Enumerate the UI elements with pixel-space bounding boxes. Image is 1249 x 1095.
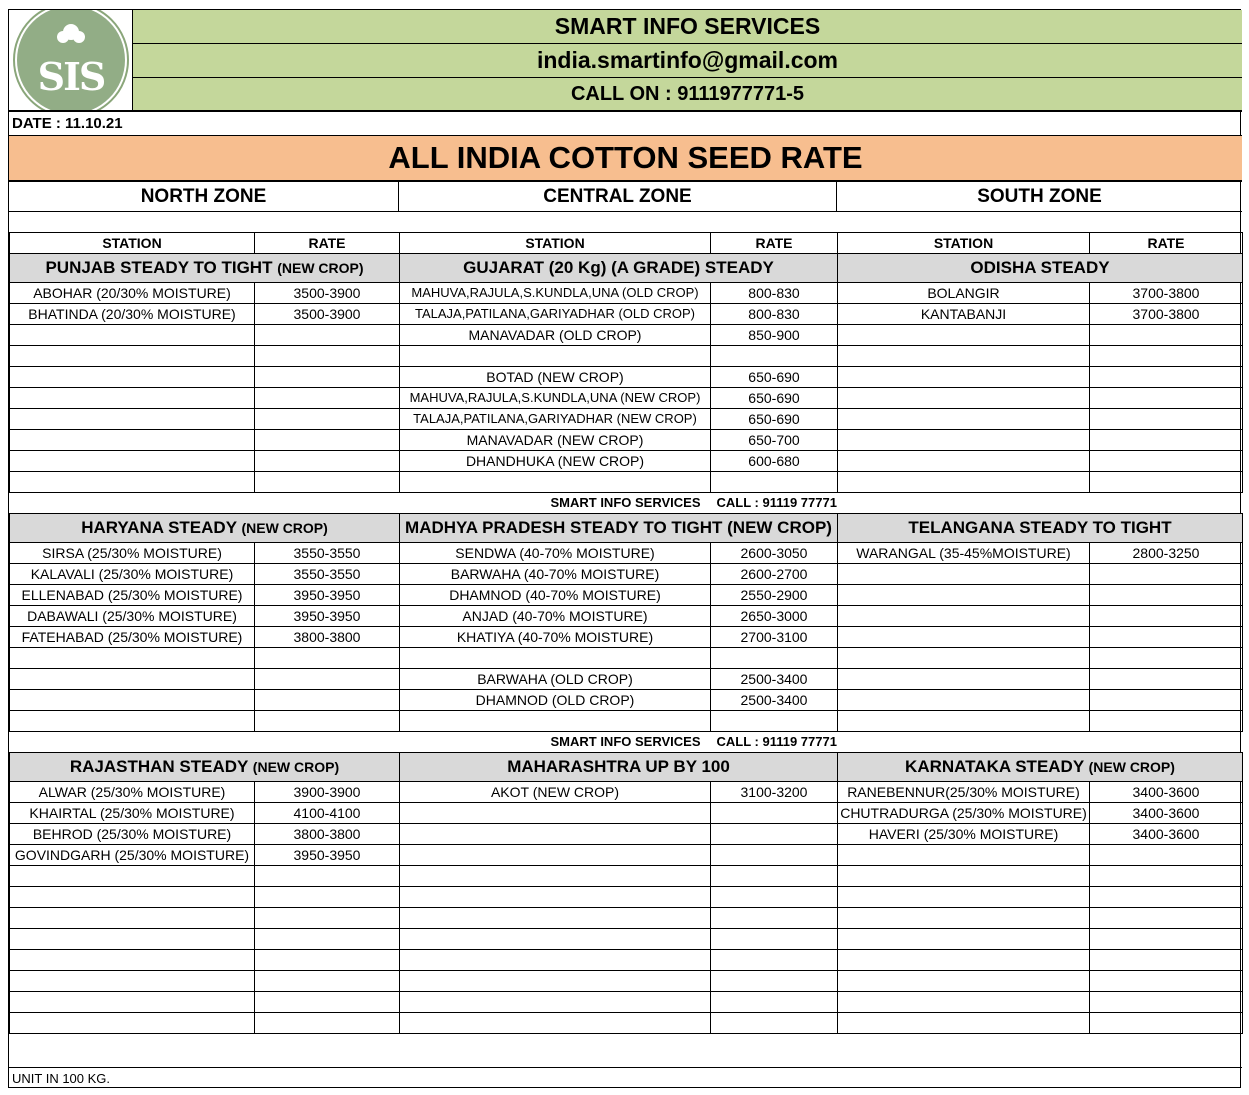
station-cell: FATEHABAD (25/30% MOISTURE)	[10, 627, 255, 648]
rate-cell	[255, 367, 400, 388]
station-cell	[838, 346, 1090, 367]
rate-cell	[255, 866, 400, 887]
rate-cell: 3700-3800	[1090, 283, 1243, 304]
table-row	[10, 585, 1243, 606]
rate-cell	[255, 648, 400, 669]
station-cell: MANAVADAR (OLD CROP)	[400, 325, 711, 346]
table-row	[10, 887, 1243, 908]
table-row	[10, 543, 1243, 564]
rate-cell	[1090, 430, 1243, 451]
rate-cell	[1090, 325, 1243, 346]
station-cell	[838, 887, 1090, 908]
table-row	[10, 283, 1243, 304]
south-rate-header: RATE	[1090, 233, 1243, 254]
section-south-heading	[838, 254, 1243, 283]
rate-cell	[1090, 648, 1243, 669]
rate-cell: 3700-3800	[1090, 304, 1243, 325]
station-cell: RANEBENNUR(25/30% MOISTURE)	[838, 782, 1090, 803]
rate-cell: 2500-3400	[711, 669, 838, 690]
rate-cell	[255, 451, 400, 472]
rate-cell	[1090, 409, 1243, 430]
rate-cell	[1090, 627, 1243, 648]
north-rate-header: RATE	[255, 233, 400, 254]
station-cell: BHATINDA (20/30% MOISTURE)	[10, 304, 255, 325]
rate-cell	[1090, 472, 1243, 493]
station-cell	[400, 887, 711, 908]
rate-cell: 3950-3950	[255, 585, 400, 606]
station-cell	[10, 908, 255, 929]
station-cell	[400, 929, 711, 950]
rate-cell: 3500-3900	[255, 283, 400, 304]
rate-cell: 3800-3800	[255, 824, 400, 845]
column-header-row	[10, 233, 1243, 254]
station-cell	[838, 627, 1090, 648]
rate-cell	[255, 472, 400, 493]
rate-cell	[711, 950, 838, 971]
report-date: DATE : 11.10.21	[9, 110, 1242, 136]
company-logo	[9, 10, 133, 110]
rate-cell: 800-830	[711, 304, 838, 325]
rate-cell	[255, 908, 400, 929]
rate-cell	[711, 929, 838, 950]
table-row	[10, 824, 1243, 845]
rate-cell: 3500-3900	[255, 304, 400, 325]
section-title: MADHYA PRADESH STEADY TO TIGHT (NEW CROP)	[405, 518, 832, 537]
station-cell	[838, 564, 1090, 585]
info-strip-call: CALL : 91119 77771	[711, 732, 1243, 753]
rate-cell: 2650-3000	[711, 606, 838, 627]
station-cell: BOLANGIR	[838, 283, 1090, 304]
section-header-row	[10, 514, 1243, 543]
table-row	[10, 367, 1243, 388]
table-row	[10, 564, 1243, 585]
rate-cell: 850-900	[711, 325, 838, 346]
page-title: ALL INDIA COTTON SEED RATE	[9, 136, 1242, 182]
rate-cell: 2550-2900	[711, 585, 838, 606]
station-cell	[10, 950, 255, 971]
rate-cell	[1090, 908, 1243, 929]
rate-cell	[711, 887, 838, 908]
station-cell	[10, 711, 255, 732]
rate-cell	[1090, 866, 1243, 887]
section-central-heading	[400, 254, 838, 283]
table-row	[10, 803, 1243, 824]
rate-cell: 3400-3600	[1090, 824, 1243, 845]
unit-note: UNIT IN 100 KG.	[9, 1067, 1242, 1089]
station-cell: AKOT (NEW CROP)	[400, 782, 711, 803]
section-header-row	[10, 254, 1243, 283]
rate-sheet	[8, 9, 1241, 1088]
station-cell: TALAJA,PATILANA,GARIYADHAR (OLD CROP)	[400, 304, 711, 325]
company-phone: CALL ON : 9111977771-5	[133, 78, 1242, 110]
rate-cell: 3950-3950	[255, 606, 400, 627]
rate-cell	[1090, 711, 1243, 732]
station-cell: DABAWALI (25/30% MOISTURE)	[10, 606, 255, 627]
rate-cell	[255, 325, 400, 346]
rate-cell	[255, 409, 400, 430]
table-row	[10, 929, 1243, 950]
rate-cell	[255, 690, 400, 711]
table-row	[10, 648, 1243, 669]
company-email[interactable]: india.smartinfo@gmail.com	[133, 44, 1242, 78]
station-cell: SENDWA (40-70% MOISTURE)	[400, 543, 711, 564]
station-cell	[400, 866, 711, 887]
section-north-heading	[10, 514, 400, 543]
station-cell: TALAJA,PATILANA,GARIYADHAR (NEW CROP)	[400, 409, 711, 430]
station-cell: MANAVADAR (NEW CROP)	[400, 430, 711, 451]
section-title: PUNJAB STEADY TO TIGHT	[45, 258, 273, 277]
station-cell	[838, 585, 1090, 606]
logo-cell	[9, 10, 133, 110]
section-subtitle: (NEW CROP)	[241, 520, 328, 536]
rate-cell	[1090, 346, 1243, 367]
station-cell	[10, 367, 255, 388]
station-cell: ALWAR (25/30% MOISTURE)	[10, 782, 255, 803]
section-title: RAJASTHAN STEADY	[69, 757, 253, 776]
rate-cell	[1090, 367, 1243, 388]
rate-cell: 2700-3100	[711, 627, 838, 648]
rate-cell	[711, 992, 838, 1013]
station-cell	[10, 1013, 255, 1034]
section-central-heading	[400, 753, 838, 782]
rate-cell	[1090, 690, 1243, 711]
rate-cell	[255, 950, 400, 971]
table-row	[10, 1013, 1243, 1034]
station-cell	[10, 669, 255, 690]
company-name: SMART INFO SERVICES	[133, 10, 1242, 44]
station-cell: BARWAHA (OLD CROP)	[400, 669, 711, 690]
section-north-heading	[10, 254, 400, 283]
station-cell: BEHROD (25/30% MOISTURE)	[10, 824, 255, 845]
rate-cell	[1090, 887, 1243, 908]
table-row	[10, 430, 1243, 451]
station-cell	[400, 824, 711, 845]
station-cell: HAVERI (25/30% MOISTURE)	[838, 824, 1090, 845]
station-cell	[838, 409, 1090, 430]
station-cell	[838, 992, 1090, 1013]
rate-cell: 3100-3200	[711, 782, 838, 803]
rate-cell	[1090, 606, 1243, 627]
station-cell	[838, 1013, 1090, 1034]
station-cell: DHAMNOD (40-70% MOISTURE)	[400, 585, 711, 606]
station-cell	[838, 971, 1090, 992]
station-cell	[400, 971, 711, 992]
station-cell	[400, 992, 711, 1013]
zone-south: SOUTH ZONE	[837, 182, 1242, 212]
station-cell	[10, 690, 255, 711]
section-title: MAHARASHTRA UP BY 100	[507, 757, 730, 776]
rate-cell	[1090, 1013, 1243, 1034]
rate-cell: 3400-3600	[1090, 803, 1243, 824]
section-central-heading	[400, 514, 838, 543]
station-cell	[10, 866, 255, 887]
info-strip-row	[10, 732, 1243, 753]
rate-cell	[255, 388, 400, 409]
station-cell: SIRSA (25/30% MOISTURE)	[10, 543, 255, 564]
north-station-header: STATION	[10, 233, 255, 254]
station-cell: DHAMNOD (OLD CROP)	[400, 690, 711, 711]
rate-cell	[1090, 929, 1243, 950]
rate-cell	[711, 845, 838, 866]
rate-cell	[255, 971, 400, 992]
table-row	[10, 690, 1243, 711]
station-cell: BOTAD (NEW CROP)	[400, 367, 711, 388]
rate-cell	[711, 1013, 838, 1034]
station-cell	[400, 803, 711, 824]
rate-cell	[711, 866, 838, 887]
station-cell	[838, 908, 1090, 929]
station-cell	[838, 845, 1090, 866]
rate-cell: 650-690	[711, 409, 838, 430]
rate-cell	[1090, 451, 1243, 472]
rate-cell	[711, 648, 838, 669]
station-cell: WARANGAL (35-45%MOISTURE)	[838, 543, 1090, 564]
station-cell: DHANDHUKA (NEW CROP)	[400, 451, 711, 472]
rate-cell	[1090, 388, 1243, 409]
rate-cell	[711, 346, 838, 367]
station-cell	[10, 451, 255, 472]
rate-cell	[255, 1013, 400, 1034]
rate-cell	[1090, 971, 1243, 992]
section-north-heading	[10, 753, 400, 782]
rate-cell	[255, 430, 400, 451]
station-cell	[838, 430, 1090, 451]
section-south-heading	[838, 514, 1243, 543]
central-rate-header: RATE	[711, 233, 838, 254]
station-cell	[10, 472, 255, 493]
table-row	[10, 711, 1243, 732]
section-title: HARYANA STEADY	[81, 518, 237, 537]
svg-text:SIS: SIS	[37, 54, 105, 99]
rate-cell: 3900-3900	[255, 782, 400, 803]
station-cell	[400, 648, 711, 669]
table-row	[10, 950, 1243, 971]
rate-cell	[255, 711, 400, 732]
zone-north: NORTH ZONE	[9, 182, 399, 212]
table-row	[10, 304, 1243, 325]
rate-table	[9, 232, 1243, 1034]
section-title: TELANGANA STEADY TO TIGHT	[908, 518, 1172, 537]
rate-cell: 650-700	[711, 430, 838, 451]
rate-cell: 3950-3950	[255, 845, 400, 866]
station-cell	[10, 992, 255, 1013]
station-cell	[10, 325, 255, 346]
table-row	[10, 866, 1243, 887]
info-strip-row	[10, 493, 1243, 514]
rate-cell: 650-690	[711, 367, 838, 388]
table-row	[10, 472, 1243, 493]
station-cell	[838, 950, 1090, 971]
rate-cell	[711, 971, 838, 992]
south-station-header: STATION	[838, 233, 1090, 254]
rate-cell	[1090, 992, 1243, 1013]
table-row	[10, 606, 1243, 627]
rate-cell: 2500-3400	[711, 690, 838, 711]
station-cell	[838, 451, 1090, 472]
table-row	[10, 845, 1243, 866]
station-cell	[838, 711, 1090, 732]
rate-cell	[1090, 585, 1243, 606]
table-row	[10, 669, 1243, 690]
table-row	[10, 409, 1243, 430]
station-cell: KHAIRTAL (25/30% MOISTURE)	[10, 803, 255, 824]
rate-cell	[1090, 845, 1243, 866]
station-cell: CHUTRADURGA (25/30% MOISTURE)	[838, 803, 1090, 824]
station-cell	[838, 866, 1090, 887]
rate-cell: 600-680	[711, 451, 838, 472]
station-cell: KALAVALI (25/30% MOISTURE)	[10, 564, 255, 585]
station-cell	[10, 971, 255, 992]
station-cell	[838, 929, 1090, 950]
rate-cell	[1090, 669, 1243, 690]
table-row	[10, 325, 1243, 346]
section-subtitle: (NEW CROP)	[277, 260, 364, 276]
rate-cell	[1090, 564, 1243, 585]
rate-cell: 4100-4100	[255, 803, 400, 824]
rate-cell	[711, 711, 838, 732]
section-title: GUJARAT (20 Kg) (A GRADE) STEADY	[463, 258, 774, 277]
station-cell: ANJAD (40-70% MOISTURE)	[400, 606, 711, 627]
station-cell	[400, 346, 711, 367]
rate-cell	[711, 908, 838, 929]
zone-central: CENTRAL ZONE	[399, 182, 837, 212]
station-cell	[400, 908, 711, 929]
rate-cell	[255, 992, 400, 1013]
station-cell	[400, 1013, 711, 1034]
rate-cell	[255, 669, 400, 690]
table-row	[10, 451, 1243, 472]
rate-cell	[1090, 950, 1243, 971]
station-cell	[400, 711, 711, 732]
section-subtitle: (NEW CROP)	[252, 759, 340, 775]
rate-cell	[255, 929, 400, 950]
rate-cell	[255, 346, 400, 367]
station-cell	[838, 669, 1090, 690]
section-south-heading	[838, 753, 1243, 782]
station-cell	[10, 887, 255, 908]
station-cell	[10, 648, 255, 669]
table-row	[10, 346, 1243, 367]
station-cell	[10, 929, 255, 950]
table-row	[10, 971, 1243, 992]
rate-cell: 650-690	[711, 388, 838, 409]
info-strip-company: SMART INFO SERVICES	[10, 493, 711, 514]
rate-cell	[711, 803, 838, 824]
table-row	[10, 908, 1243, 929]
station-cell: MAHUVA,RAJULA,S.KUNDLA,UNA (NEW CROP)	[400, 388, 711, 409]
central-station-header: STATION	[400, 233, 711, 254]
station-cell: GOVINDGARH (25/30% MOISTURE)	[10, 845, 255, 866]
station-cell	[838, 472, 1090, 493]
station-cell	[10, 346, 255, 367]
table-row	[10, 388, 1243, 409]
rate-cell: 3550-3550	[255, 564, 400, 585]
station-cell: KHATIYA (40-70% MOISTURE)	[400, 627, 711, 648]
station-cell	[838, 325, 1090, 346]
station-cell	[838, 690, 1090, 711]
section-header-row	[10, 753, 1243, 782]
rate-cell: 3550-3550	[255, 543, 400, 564]
table-row	[10, 782, 1243, 803]
rate-cell: 3800-3800	[255, 627, 400, 648]
rate-cell: 3400-3600	[1090, 782, 1243, 803]
station-cell	[10, 430, 255, 451]
station-cell: ABOHAR (20/30% MOISTURE)	[10, 283, 255, 304]
station-cell	[838, 367, 1090, 388]
station-cell	[838, 648, 1090, 669]
rate-cell: 800-830	[711, 283, 838, 304]
station-cell: MAHUVA,RAJULA,S.KUNDLA,UNA (OLD CROP)	[400, 283, 711, 304]
station-cell: ELLENABAD (25/30% MOISTURE)	[10, 585, 255, 606]
station-cell	[400, 472, 711, 493]
rate-cell: 2600-3050	[711, 543, 838, 564]
rate-cell: 2600-2700	[711, 564, 838, 585]
rate-cell	[711, 824, 838, 845]
section-subtitle: (NEW CROP)	[1088, 759, 1175, 775]
table-row	[10, 627, 1243, 648]
station-cell	[400, 845, 711, 866]
station-cell	[10, 409, 255, 430]
station-cell	[838, 606, 1090, 627]
section-title: KARNATAKA STEADY	[905, 757, 1084, 776]
station-cell: BARWAHA (40-70% MOISTURE)	[400, 564, 711, 585]
section-title: ODISHA STEADY	[970, 258, 1110, 277]
table-row	[10, 992, 1243, 1013]
station-cell: KANTABANJI	[838, 304, 1090, 325]
station-cell	[400, 950, 711, 971]
info-strip-company: SMART INFO SERVICES	[10, 732, 711, 753]
rate-cell	[711, 472, 838, 493]
rate-cell: 2800-3250	[1090, 543, 1243, 564]
info-strip-call: CALL : 91119 77771	[711, 493, 1243, 514]
station-cell	[838, 388, 1090, 409]
station-cell	[10, 388, 255, 409]
rate-cell	[255, 887, 400, 908]
